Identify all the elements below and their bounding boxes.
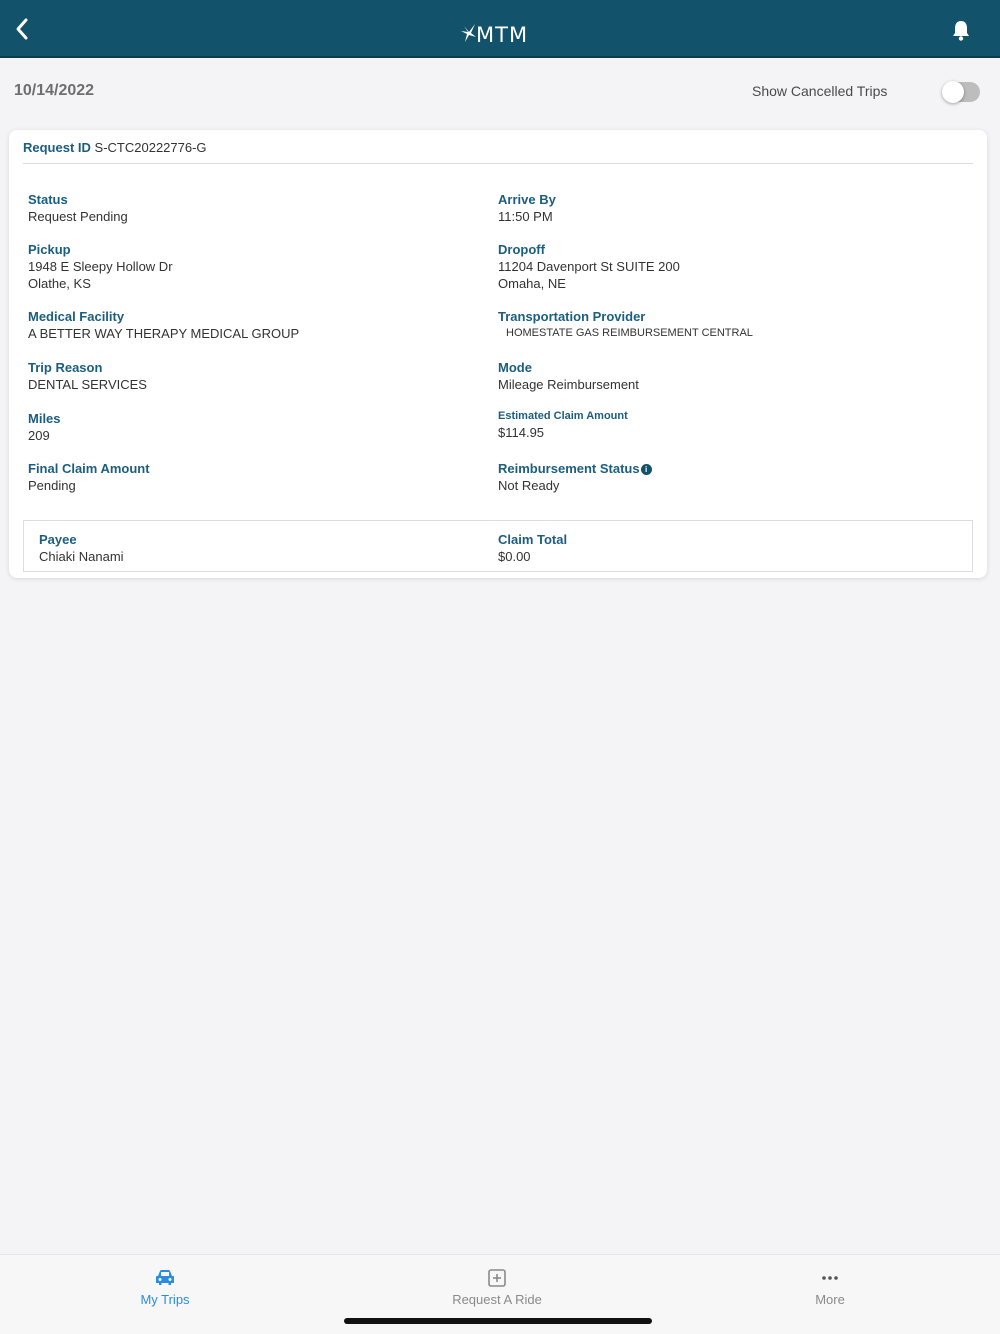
logo-text: MTM [476,23,529,47]
pickup-address-line2: Olathe, KS [28,276,91,291]
arrive-by-label: Arrive By [498,192,556,207]
pickup-field [28,241,173,292]
transportation-provider-field [498,308,753,341]
reimbursement-status-label-row [498,460,652,477]
final-claim-value: Pending [28,478,76,493]
miles-field [28,410,61,444]
transportation-provider-value: HOMESTATE GAS REIMBURSEMENT CENTRAL [506,327,753,339]
date-bar [0,58,1000,124]
mode-field [498,359,639,393]
reimbursement-status-label: Reimbursement Status [498,461,640,476]
show-cancelled-label: Show Cancelled Trips [752,83,888,99]
tab-label: My Trips [140,1292,190,1307]
plus-square-icon [486,1267,508,1289]
car-icon [154,1267,176,1289]
payee-field [39,531,124,565]
status-field [28,191,128,225]
reimbursement-status-value: Not Ready [498,478,560,493]
tab-label: Request A Ride [452,1292,542,1307]
status-label: Status [28,192,68,207]
info-icon[interactable]: i [641,464,652,475]
trip-card [9,130,987,578]
tab-more[interactable] [750,1267,910,1317]
final-claim-label: Final Claim Amount [28,461,150,476]
pickup-label: Pickup [28,242,71,257]
transportation-provider-label: Transportation Provider [498,309,646,324]
claim-total-label: Claim Total [498,532,568,547]
estimated-claim-label: Estimated Claim Amount [498,410,628,422]
request-id-value: S-CTC20222776-G [94,140,207,155]
arrive-by-value: 11:50 PM [498,209,553,224]
estimated-claim-value: $114.95 [498,425,545,440]
medical-facility-value: A BETTER WAY THERAPY MEDICAL GROUP [28,326,300,341]
final-claim-field [28,460,150,494]
miles-value: 209 [28,428,50,443]
payee-label: Payee [39,532,77,547]
trip-reason-label: Trip Reason [28,360,103,375]
tab-request-a-ride[interactable] [417,1267,577,1317]
status-value: Request Pending [28,209,128,224]
show-cancelled-toggle[interactable] [942,82,980,102]
chevron-left-icon [15,17,29,41]
tab-my-trips[interactable] [85,1267,245,1317]
payee-value: Chiaki Nanami [39,549,124,564]
pickup-address-line1: 1948 E Sleepy Hollow Dr [28,259,173,274]
request-id-row [23,140,973,164]
dropoff-field [498,241,680,292]
request-id-label: Request ID [23,140,91,155]
arrive-by-field [498,191,556,225]
medical-facility-field [28,308,299,342]
top-navigation-bar [0,0,1000,58]
bell-icon [950,18,972,42]
claim-total-value: $0.00 [498,549,531,564]
estimated-claim-field [498,409,628,441]
dropoff-address-line1: 11204 Davenport St SUITE 200 [498,259,680,274]
payee-summary-box [23,520,973,572]
medical-facility-label: Medical Facility [28,309,125,324]
mode-label: Mode [498,360,532,375]
mode-value: Mileage Reimbursement [498,377,639,392]
claim-total-field [498,531,567,565]
back-button[interactable] [8,14,36,44]
tab-label: More [815,1292,845,1307]
toggle-knob [942,81,964,103]
miles-label: Miles [28,411,61,426]
trip-reason-field [28,359,147,393]
reimbursement-status-field [498,460,652,494]
dropoff-address-line2: Omaha, NE [498,276,566,291]
notifications-button[interactable] [950,18,972,42]
home-indicator [344,1318,652,1324]
ellipsis-icon [819,1267,841,1289]
mtm-logo [460,14,528,46]
dropoff-label: Dropoff [498,242,545,257]
trip-reason-value: DENTAL SERVICES [28,377,147,392]
trip-date: 10/14/2022 [14,82,95,99]
